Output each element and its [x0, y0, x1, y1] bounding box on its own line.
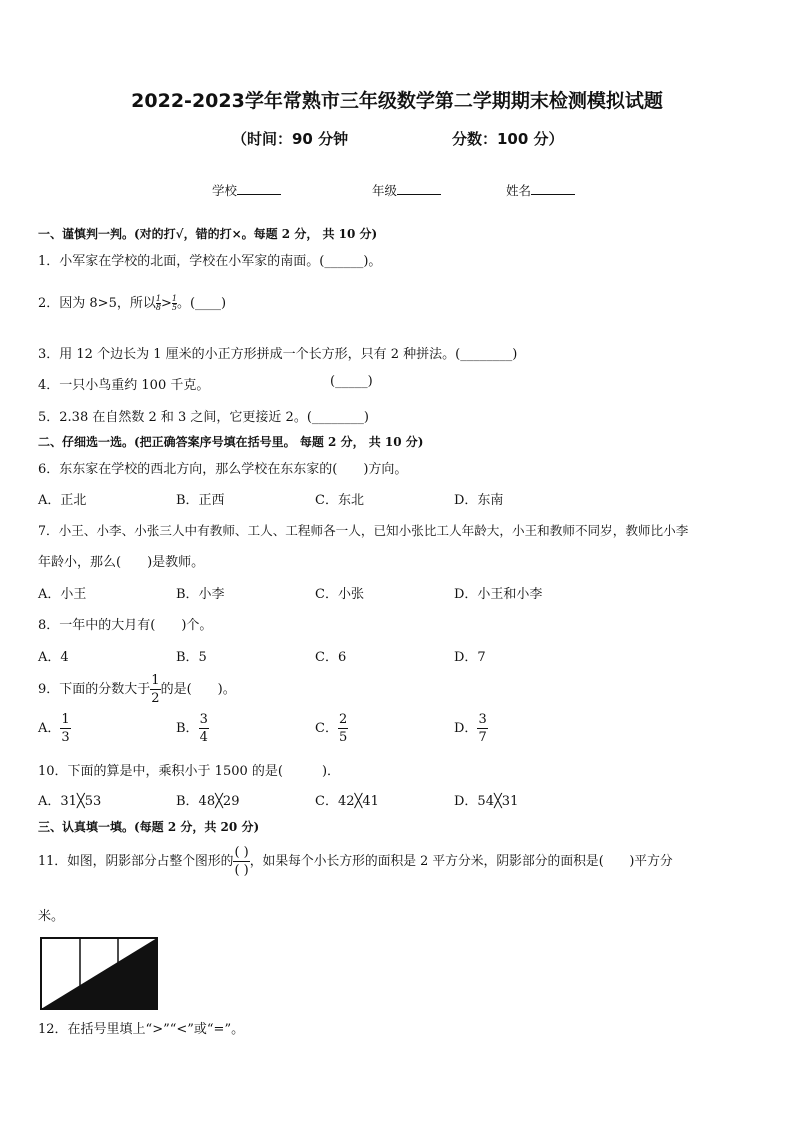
question-4-blank[interactable]: (_____)	[330, 374, 373, 389]
q9-fraction	[150, 674, 160, 705]
section2-heading: 二、仔细选一选。(把正确答案序号填在括号里。 每题 2 分， 共 10 分)	[38, 435, 424, 449]
question-11	[38, 846, 673, 877]
question-12: 12．在括号里填上“>”“<”或“=”。	[38, 1022, 245, 1037]
q9-c-letter: C．	[315, 721, 338, 736]
q9-c-fraction	[338, 713, 348, 744]
q2-f1-den: 8	[155, 303, 161, 312]
q10-option-d[interactable]: D．54╳31	[454, 794, 519, 809]
question-10: 10．下面的算是中，乘积小于 1500 的是( )．	[38, 764, 341, 779]
q2-gt: >	[160, 296, 172, 311]
q9-b-fraction	[199, 713, 209, 744]
q6-option-a[interactable]: A．正北	[38, 493, 87, 508]
q7-option-d[interactable]: D．小王和小李	[454, 587, 543, 602]
q7-option-c[interactable]: C．小张	[315, 587, 364, 602]
q9-option-d[interactable]	[454, 713, 488, 744]
section3-heading: 三、认真填一填。(每题 2 分，共 20 分)	[38, 820, 260, 834]
q2-f2-num: 1	[171, 294, 177, 303]
q7-option-b[interactable]: B．小李	[176, 587, 225, 602]
q2-f1-num: 1	[155, 294, 161, 303]
q6-option-c[interactable]: C．东北	[315, 493, 364, 508]
school-label: 学校	[212, 183, 238, 198]
q9-c-num: 2	[338, 712, 348, 727]
question-4: 4．一只小鸟重约 100 千克。	[38, 378, 210, 393]
q10-option-c[interactable]: C．42╳41	[315, 794, 379, 809]
q9-text-post: 的是( )。	[160, 682, 236, 697]
question-8: 8．一年中的大月有( )个。	[38, 618, 213, 633]
q9-c-den: 5	[338, 730, 348, 745]
q9-d-den: 7	[478, 730, 487, 745]
name-blank[interactable]	[531, 182, 575, 195]
q2-text-pre: 2．因为 8>5，所以	[38, 296, 156, 311]
grade-label: 年级	[372, 183, 398, 198]
q2-text-post: 。(____)	[176, 296, 227, 311]
q10-option-a[interactable]: A．31╳53	[38, 794, 102, 809]
q11-f-den: ( )	[234, 863, 249, 878]
q11-text-post: ，如果每个小长方形的面积是 2 平方分米，阴影部分的面积是( )平方分	[249, 854, 673, 869]
grade-blank[interactable]	[397, 182, 441, 195]
q6-option-b[interactable]: B．正西	[176, 493, 225, 508]
q2-f2-den: 5	[171, 303, 177, 312]
grade-field	[372, 181, 441, 199]
question-9	[38, 674, 236, 705]
q11-f-num: ( )	[234, 845, 249, 860]
exam-time: （时间：90 分钟	[232, 130, 349, 148]
q9-option-b[interactable]	[176, 713, 209, 744]
q9-b-num: 3	[199, 712, 208, 727]
q10-option-b[interactable]: B．48╳29	[176, 794, 240, 809]
q9-d-letter: D．	[454, 721, 478, 736]
shaded-rectangle-figure	[40, 937, 158, 1011]
section1-heading: 一、谨慎判一判。(对的打√，错的打×。每题 2 分， 共 10 分)	[38, 227, 378, 241]
question-2	[38, 292, 226, 312]
q9-a-fraction	[60, 713, 70, 744]
name-label: 姓名	[506, 183, 532, 198]
question-1: 1．小军家在学校的北面，学校在小军家的南面。(______)。	[38, 254, 382, 269]
exam-title: 2022-2023学年常熟市三年级数学第二学期期末检测模拟试题	[131, 90, 663, 112]
q9-d-fraction	[477, 713, 487, 744]
question-3: 3．用 12 个边长为 1 厘米的小正方形拼成一个长方形，只有 2 种拼法。(________)	[38, 347, 518, 362]
question-6: 6．东东家在学校的西北方向，那么学校在东东家的( )方向。	[38, 462, 408, 477]
q9-b-letter: B．	[176, 721, 199, 736]
school-blank[interactable]	[237, 182, 281, 195]
school-field	[212, 181, 281, 199]
question-7-line1: 7．小王、小李、小张三人中有教师、工人、工程师各一人，已知小张比工人年龄大，小王和教师不同岁，教师比小李	[38, 523, 689, 538]
q9-d-num: 3	[478, 712, 487, 727]
q8-option-d[interactable]: D．7	[454, 650, 486, 665]
q9-a-letter: A．	[38, 721, 61, 736]
q9-a-den: 3	[61, 730, 70, 745]
q9-a-num: 1	[61, 712, 70, 727]
exam-score: 分数：100 分）	[452, 130, 564, 148]
q9-f-den: 2	[151, 691, 160, 706]
name-field	[506, 181, 575, 199]
q7-option-a[interactable]: A．小王	[38, 587, 87, 602]
q11-text-pre: 11．如图，阴影部分占整个图形的	[38, 854, 234, 869]
q9-option-c[interactable]	[315, 713, 348, 744]
q8-option-b[interactable]: B．5	[176, 650, 207, 665]
q11-fraction[interactable]	[233, 846, 249, 877]
question-11-line2: 米。	[38, 909, 65, 924]
q9-f-num: 1	[151, 673, 160, 688]
q8-option-c[interactable]: C．6	[315, 650, 347, 665]
q9-option-a[interactable]	[38, 713, 71, 744]
q6-option-d[interactable]: D．东南	[454, 493, 504, 508]
q9-text-pre: 9．下面的分数大于	[38, 682, 151, 697]
question-7-line2: 年龄小，那么( )是教师。	[38, 555, 205, 570]
q8-option-a[interactable]: A．4	[38, 650, 69, 665]
question-5: 5．2.38 在自然数 2 和 3 之间，它更接近 2。(________)	[38, 410, 369, 425]
q9-b-den: 4	[199, 730, 208, 745]
